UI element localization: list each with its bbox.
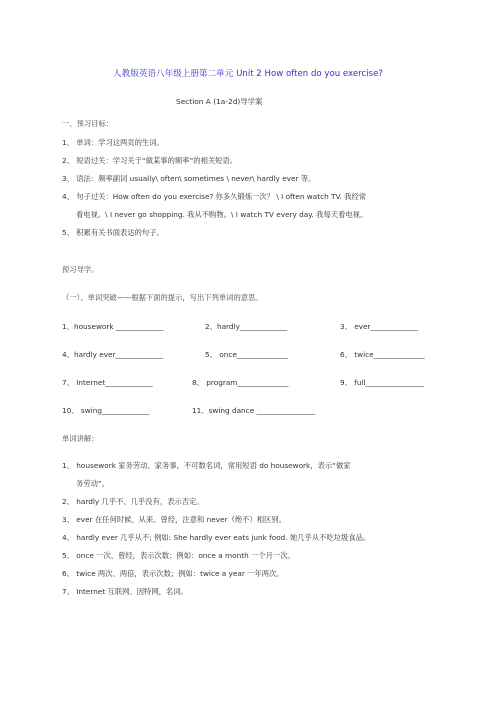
goal-item: 5、 积累有关书面表达的句子。	[62, 228, 164, 237]
vocab-item: 2、hardly_____________	[205, 322, 288, 331]
explain-item-continued: 务劳动”。	[76, 479, 109, 488]
guide-heading: 预习导学。	[62, 265, 99, 274]
explain-item: 1、 housework 家务劳动、家务事，不可数名词，常用短语 do housework，表示“做家	[62, 461, 351, 470]
explain-item: 4、 hardly ever 几乎从不; 例如: She hardly ever eats junk food. 她几乎从不吃垃圾食品。	[62, 533, 371, 542]
vocab-item: 6、 twice______________	[340, 350, 425, 359]
goal-item: 2、 短语过关：学习关于“做某事的频率”的相关短语。	[62, 156, 238, 165]
explain-item: 3、 ever 在任何时候、从来、曾经，注意和 never（绝不）相区别。	[62, 515, 286, 524]
goals-heading: 一、预习目标：	[62, 119, 114, 128]
vocab-item: 7、 Internet_____________	[62, 378, 153, 387]
goal-item: 4、 句子过关：How often do you exercise? 你多久锻炼一次？ \ I often watch TV. 我经常	[62, 192, 367, 201]
vocab-item: 3、 ever_____________	[340, 322, 418, 331]
goal-item-continued: 看电视。\ I never go shopping. 我从不购物。\ I watch TV every day. 我每天看电视。	[76, 210, 368, 219]
explain-item: 5、 once 一次、曾经，表示次数；例如：once a month 一个月一次。	[62, 551, 295, 560]
document-subtitle: Section A (1a-2d)导学案	[176, 97, 263, 106]
vocab-item: 5、 once______________	[205, 350, 288, 359]
vocab-item: 1、housework _____________	[62, 322, 164, 331]
vocab-item: 9、 full________________	[340, 378, 424, 387]
explain-heading: 单词讲解：	[62, 434, 99, 443]
vocab-item: 10、 swing_____________	[62, 406, 150, 415]
document-title: 人教版英语八年级上册第二单元 Unit 2 How often do you exercise?	[113, 69, 383, 79]
vocab-item: 11、swing dance ________________	[192, 406, 315, 415]
explain-item: 7、 Internet 互联网、因特网，名词。	[62, 587, 188, 596]
vocab-item: 8、 program______________	[192, 378, 289, 387]
goal-item: 1、 单词：学习这两页的生词。	[62, 138, 164, 147]
vocab-item: 4、hardly ever_____________	[62, 350, 163, 359]
explain-item: 2、 hardly 几乎不、几乎没有，表示否定。	[62, 497, 204, 506]
goal-item: 3、 语法：频率副词 usually\ often\ sometimes \ never\ hardly ever 等。	[62, 174, 316, 183]
vocab-heading: （一）、单词突破——根据下面的提示，写出下列单词的意思。	[62, 293, 263, 302]
explain-item: 6、 twice 两次、两倍，表示次数；例如：twice a year 一年两次。	[62, 569, 284, 578]
